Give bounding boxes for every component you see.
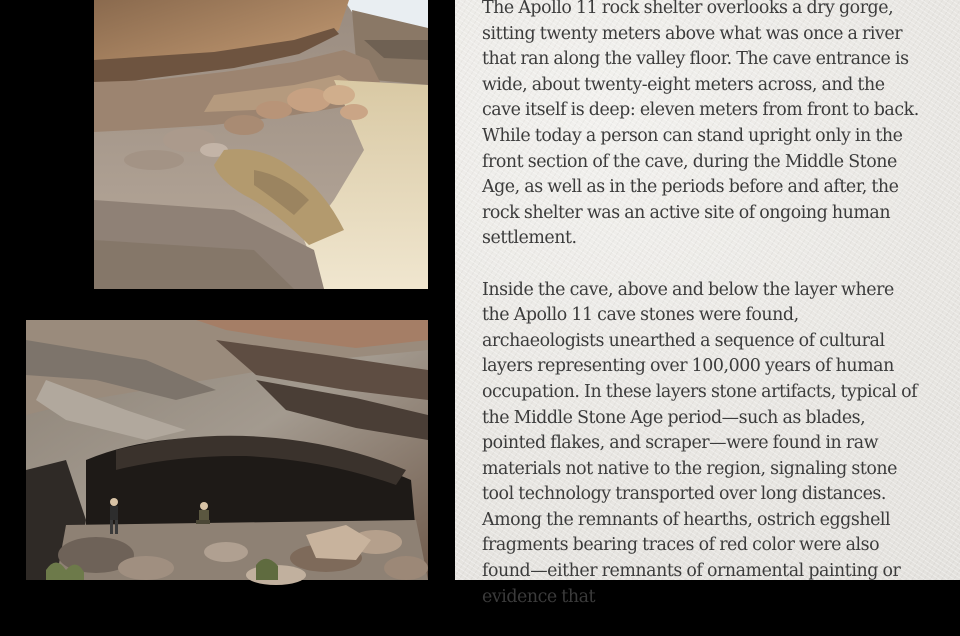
paragraph-shelter-description: The Apollo 11 rock shelter overlooks a dry gorge, sitting twenty meters above what was once a river that ran along the valley floor. The cave entrance is wide, about twenty-eight meters across, and the cave itself is deep: eleven meters from front to back. While today a person can stand upright only in the front section of the cave, during the Middle Stone Age, as well as in the periods before and after, the rock shelter was an active site of ongoing human settlement.	[482, 0, 919, 249]
article-body	[482, 0, 922, 636]
cave-interior-photo	[94, 0, 428, 289]
photo-column	[0, 0, 455, 580]
paragraph-cultural-layers: Inside the cave, above and below the layer where the Apollo 11 cave stones were found, archaeologists unearthed a sequence of cultural layers representing over 100,000 years of human occupation. In these layers stone artifacts, typical of the Middle Stone Age period—such as blades, pointed flakes, and scraper—were found in raw materials not native to the region, signaling stone tool technology transported over long distances. Among the remnants of hearths, ostrich eggshell fragments bearing traces of red color were also found—either remnants of ornamental painting or evidence that	[482, 279, 918, 607]
text-panel	[455, 0, 960, 607]
cave-entrance-photo	[26, 320, 428, 580]
